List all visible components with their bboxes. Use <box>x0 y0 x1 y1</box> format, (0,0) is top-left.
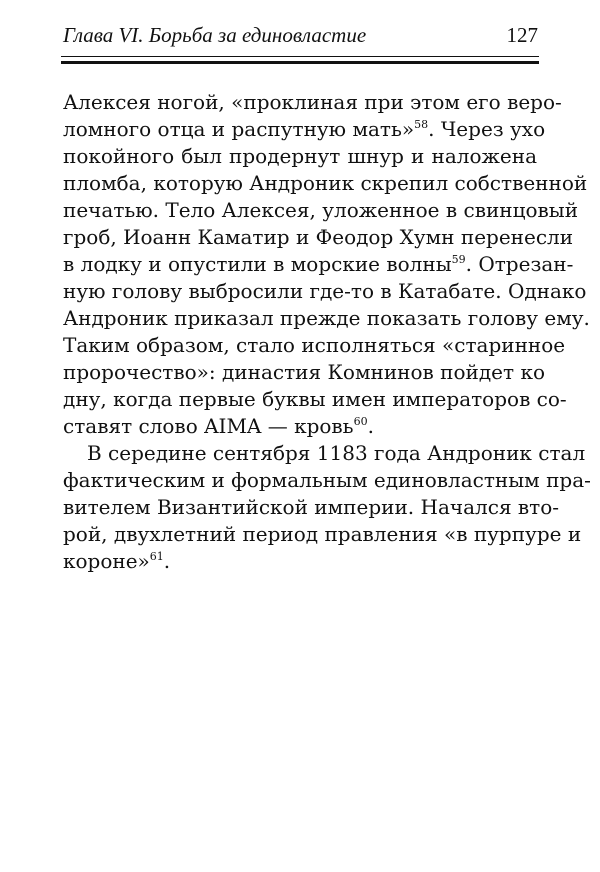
text-line <box>63 224 574 251</box>
line-text: ломного отца и распутную мать» <box>63 117 415 141</box>
text-line <box>63 278 587 305</box>
text-line <box>63 467 591 494</box>
line-text: Таким образом, стало исполняться «старинное <box>63 333 566 357</box>
footnote-ref-60: 60 <box>353 415 368 428</box>
header-rule-thick <box>61 61 539 64</box>
line-text: в лодку и опустили в морские волны <box>63 252 452 276</box>
line-text-tail: . Через ухо <box>428 117 546 141</box>
header-rule-thin <box>61 56 539 57</box>
chapter-title: Глава VI. Борьба за единовластие <box>63 23 367 47</box>
text-line <box>63 89 562 116</box>
text-line <box>63 359 545 386</box>
line-text: пломба, которую Андроник скрепил собственной <box>63 171 588 195</box>
line-text: фактическим и формальным единовластным пра- <box>63 468 591 492</box>
paragraph-2 <box>63 440 591 575</box>
line-text-tail: . <box>163 549 171 573</box>
line-text: В середине сентября 1183 года Андроник стал <box>87 441 586 465</box>
line-text: ную голову выбросили где-то в Катабате. Однако <box>63 279 587 303</box>
line-text-tail: . Отрезан- <box>465 252 574 276</box>
line-text: короне» <box>63 549 150 573</box>
body-text <box>63 89 591 575</box>
text-line <box>63 251 574 278</box>
text-line <box>63 386 567 413</box>
footnote-ref-58: 58 <box>414 118 429 131</box>
text-line <box>63 170 588 197</box>
line-text-tail: . <box>367 414 374 438</box>
line-text: пророчество»: династия Комнинов пойдет ко <box>63 360 545 384</box>
footnote-ref-59: 59 <box>451 253 466 266</box>
line-text: дну, когда первые буквы имен императоров со- <box>63 387 567 411</box>
line-text: печатью. Тело Алексея, уложенное в свинцовый <box>63 198 579 222</box>
line-text: Алексея ногой, «проклиная при этом его веро- <box>63 90 562 114</box>
text-line <box>63 440 586 467</box>
text-line <box>63 116 546 143</box>
text-line <box>63 143 537 170</box>
text-line <box>63 521 582 548</box>
line-text: рой, двухлетний период правления «в пурпуре и <box>63 522 582 546</box>
line-text: вителем Византийской империи. Начался вто- <box>63 495 560 519</box>
line-text: ставят слово AIMA — кровь <box>63 414 354 438</box>
text-line <box>63 548 537 575</box>
page-number: 127 <box>506 23 538 47</box>
text-line <box>63 413 537 440</box>
line-text: гроб, Иоанн Каматир и Феодор Хумн перенесли <box>63 225 574 249</box>
text-line <box>63 197 579 224</box>
line-text: Андроник приказал прежде показать голову ему. <box>63 306 590 330</box>
running-head <box>63 22 538 52</box>
text-line <box>63 332 566 359</box>
footnote-ref-61: 61 <box>149 550 164 563</box>
line-text: покойного был продернут шнур и наложена <box>63 144 537 168</box>
text-line <box>63 305 590 332</box>
paragraph-1 <box>63 89 590 440</box>
text-line <box>63 494 560 521</box>
